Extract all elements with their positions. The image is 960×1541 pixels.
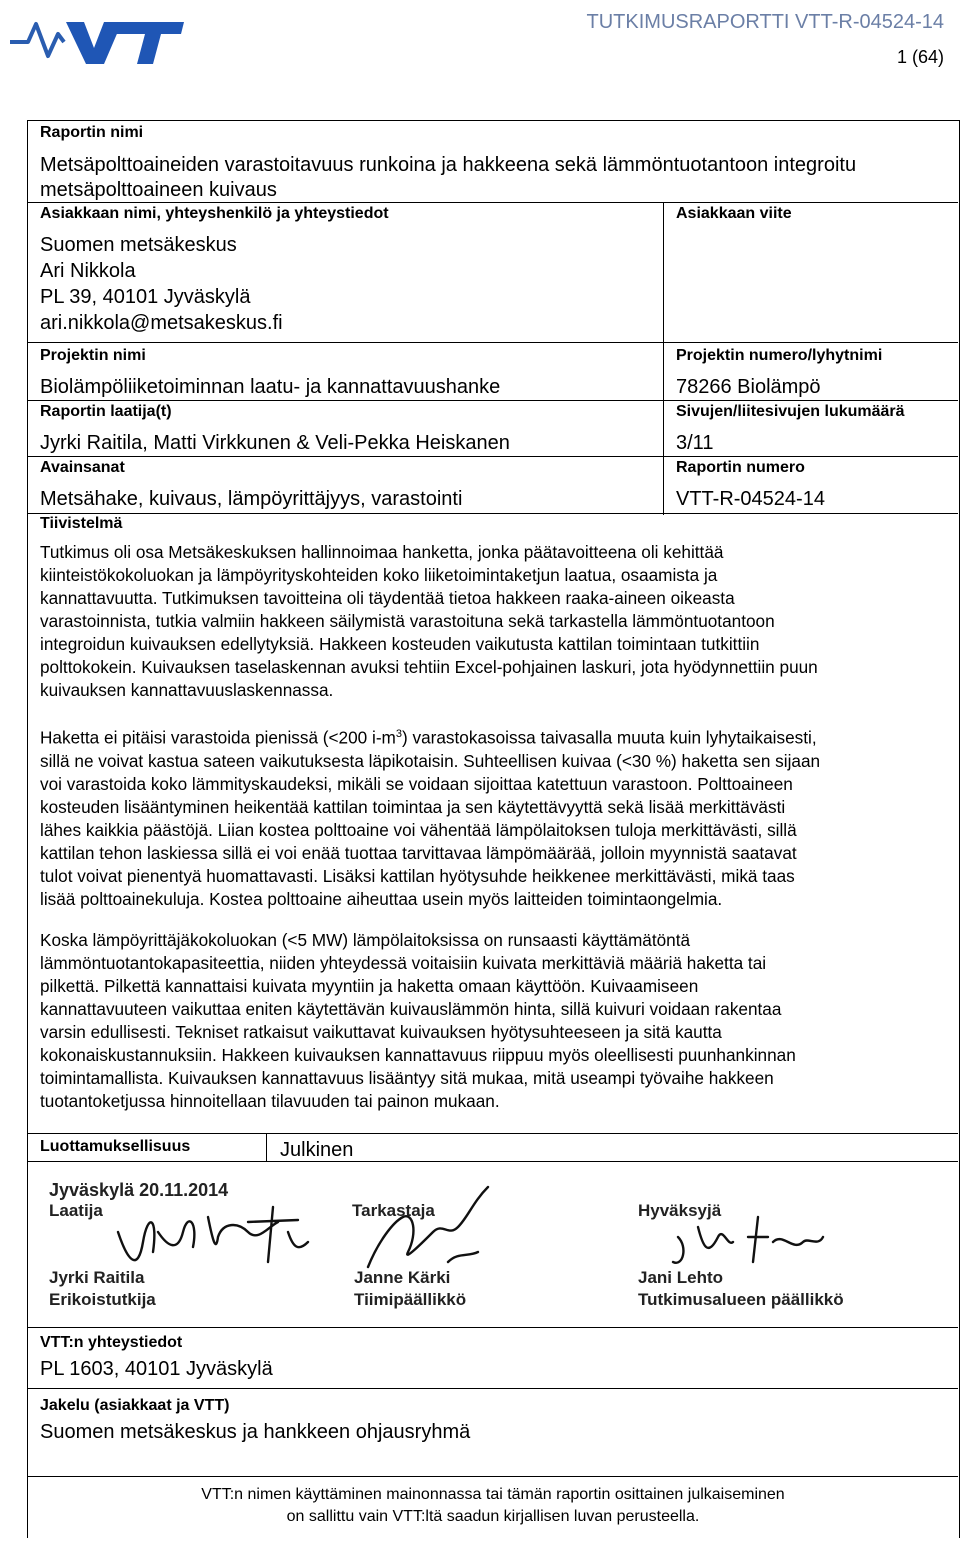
vtt-logo bbox=[6, 4, 186, 68]
abstract-paragraph-3 bbox=[40, 929, 950, 1113]
approver-role: Hyväksyjä bbox=[638, 1201, 722, 1220]
footer-notice bbox=[28, 1484, 958, 1528]
divider bbox=[28, 1476, 958, 1477]
divider bbox=[28, 202, 958, 203]
project-number-label: Projektin numero/lyhytnimi bbox=[676, 347, 883, 364]
divider bbox=[28, 513, 958, 514]
divider bbox=[28, 1388, 958, 1389]
divider bbox=[28, 456, 958, 457]
report-name-label: Raportin nimi bbox=[40, 124, 144, 141]
project-name-label: Projektin nimi bbox=[40, 347, 146, 364]
report-name-line1: Metsäpolttoaineiden varastoitavuus runkoina ja hakkeena sekä lämmöntuotantoon integroitu bbox=[40, 154, 857, 176]
client-line: ari.nikkola@metsakeskus.fi bbox=[40, 312, 283, 334]
project-name: Biolämpöliiketoiminnan laatu- ja kannattavuushanke bbox=[40, 376, 501, 398]
text-line: kiinteistökokoluokan ja lämpöyrityskohteiden koko liiketoimintaketjun laatua, osaamista ja bbox=[40, 565, 718, 585]
text-line: voi varastoida koko lämmityskaudeksi, mikäli se voidaan sijoittaa katettuun varastoon. Polttoaineen bbox=[40, 773, 793, 794]
client-line: Suomen metsäkeskus bbox=[40, 234, 237, 256]
client-ref-label: Asiakkaan viite bbox=[676, 205, 792, 222]
column-divider bbox=[663, 202, 664, 515]
footer-line: on sallittu vain VTT:ltä saadun kirjallisen luvan perusteella. bbox=[286, 1508, 700, 1525]
approver-title: Tutkimusalueen päällikkö bbox=[638, 1290, 844, 1309]
project-number: 78266 Biolämpö bbox=[676, 376, 821, 398]
authors: Jyrki Raitila, Matti Virkkunen & Veli-Pekka Heiskanen bbox=[40, 432, 510, 454]
superscript: 3 bbox=[395, 728, 402, 740]
author-title: Erikoistutkija bbox=[49, 1290, 156, 1309]
report-id: TUTKIMUSRAPORTTI VTT-R-04524-14 bbox=[586, 11, 944, 33]
divider bbox=[28, 1327, 958, 1328]
abstract-label: Tiivistelmä bbox=[40, 515, 123, 532]
author-name: Jyrki Raitila bbox=[49, 1268, 145, 1287]
text-line: kokonaiskustannuksiin. Hakkeen kuivauksen kannattavuus riippuu myös oleellisesti puunhankinnan bbox=[40, 1045, 796, 1065]
checker-name: Janne Kärki bbox=[354, 1268, 451, 1287]
text-line: varastoinnista, tutkia valmiin hakkeen säilymistä varastoituna sekä tarkastella lämmöntuotantoon bbox=[40, 611, 775, 631]
abstract-paragraph-2 bbox=[40, 723, 950, 911]
text-line: kannattavuuteen vaikuttaa eniten käytettävän kuivauslämmön hinta, sillä kuivuri voidaan rakentaa bbox=[40, 999, 782, 1019]
report-name-line2: metsäpolttoaineen kuivaus bbox=[40, 179, 277, 201]
text-line: lämmöntuotantokapasiteettia, niiden yhteydessä voitaisiin kuivata merkittäviä määriä haketta tai bbox=[40, 953, 767, 973]
client-line: Ari Nikkola bbox=[40, 260, 136, 282]
pages-count: 3/11 bbox=[676, 432, 714, 454]
contact-label: VTT:n yhteystiedot bbox=[40, 1334, 183, 1351]
report-number: VTT-R-04524-14 bbox=[676, 488, 825, 510]
text-line: toimintamallista. Kuivauksen kannattavuus lisääntyy sitä mukaa, mitä useampi työvaihe hakkeen bbox=[40, 1068, 774, 1088]
text-line: kuivauksen kannattavuuslaskennassa. bbox=[40, 680, 334, 700]
authors-label: Raportin laatija(t) bbox=[40, 403, 172, 420]
text-line: lisää polttoainekuluja. Kostea polttoaine aiheuttaa usein myös laitteiden toimintaongelmia. bbox=[40, 888, 723, 909]
author-role: Laatija bbox=[49, 1201, 103, 1220]
text-line: varsin edullisesti. Tekniset ratkaisut vaikuttavat kuivauksen hyötysuhteeseen ja sitä kautta bbox=[40, 1022, 722, 1042]
text-span: ) varastokasoissa taivasalla muuta kuin lyhytaikaisesti, bbox=[402, 727, 817, 748]
text-line bbox=[40, 723, 950, 750]
contact-value: PL 1603, 40101 Jyväskylä bbox=[40, 1358, 273, 1380]
text-line: lähes kaikkia päästöjä. Liian kostea polttoaine voi vähentää lämpölaitoksen tuloja merkittävästi, sillä bbox=[40, 819, 797, 840]
place-date: Jyväskylä 20.11.2014 bbox=[49, 1180, 229, 1200]
text-line: sillä ne voivat kastua sateen vaikutuksesta läpikotaisin. Suhteellisen kuivaa (<30 %) haketta sen sijaan bbox=[40, 750, 821, 771]
keywords: Metsähake, kuivaus, lämpöyrittäjyys, varastointi bbox=[40, 488, 463, 510]
pages-label: Sivujen/liitesivujen lukumäärä bbox=[676, 403, 905, 420]
client-label: Asiakkaan nimi, yhteyshenkilö ja yhteystiedot bbox=[40, 205, 389, 222]
footer-line: VTT:n nimen käyttäminen mainonnassa tai tämän raportin osittainen julkaiseminen bbox=[201, 1486, 785, 1503]
text-line: Tutkimus oli osa Metsäkeskuksen hallinnoimaa hanketta, jonka päätavoitteena oli kehittää bbox=[40, 542, 724, 562]
text-line: integroidun kuivauksen edellytyksiä. Hakkeen kosteuden vaikutusta kattilan toimintaan tutkittiin bbox=[40, 634, 760, 654]
page-number: 1 (64) bbox=[896, 47, 944, 67]
approver-name: Jani Lehto bbox=[638, 1268, 724, 1287]
text-line: tulot voivat pienentyä huomattavasti. Lisäksi kattilan hyötysuhde heikkenee merkittävästi, mikä taas bbox=[40, 865, 795, 886]
text-line: kannattavuutta. Tutkimuksen tavoitteina oli täydentää tietoa hakkeen raaka-aineen oikeasta bbox=[40, 588, 735, 608]
checker-title: Tiimipäällikkö bbox=[354, 1290, 467, 1309]
confidentiality-label: Luottamuksellisuus bbox=[40, 1138, 191, 1155]
text-line: pilkettä. Pilkettä kannattaisi kuivata myyntiin ja haketta omaan käyttöön. Kuivaamiseen bbox=[40, 976, 699, 996]
distribution-value: Suomen metsäkeskus ja hankkeen ohjausryhmä bbox=[40, 1421, 471, 1443]
signature-block bbox=[28, 1162, 958, 1326]
confidentiality-value: Julkinen bbox=[280, 1139, 354, 1161]
distribution-label: Jakelu (asiakkaat ja VTT) bbox=[40, 1397, 230, 1414]
text-line: polttokokein. Kuivauksen taselaskennan avuksi tehtiin Excel-pohjainen laskuri, jota hyödynnettiin puun bbox=[40, 657, 818, 677]
client-line: PL 39, 40101 Jyväskylä bbox=[40, 286, 251, 308]
divider bbox=[28, 400, 958, 401]
column-divider bbox=[266, 1133, 267, 1161]
keywords-label: Avainsanat bbox=[40, 459, 125, 476]
text-line: tuotantoketjussa hinnoitellaan tilavuuden tai painon mukaan. bbox=[40, 1091, 500, 1111]
text-line: kosteuden lisääntyminen heikentää kattilan toimintaa ja sen käytettävyyttä sekä lisää merkittävästi bbox=[40, 796, 786, 817]
vtt-logo-mark bbox=[6, 4, 186, 68]
divider bbox=[28, 342, 958, 343]
divider bbox=[28, 1133, 958, 1134]
text-line: Koska lämpöyrittäjäkokoluokan (<5 MW) lämpölaitoksissa on runsaasti käyttämätöntä bbox=[40, 930, 691, 950]
text-line: kattilan tehon laskiessa sillä ei voi enää tuottaa tarvittavaa lämpömäärää, jolloin myynnistä saatavat bbox=[40, 842, 797, 863]
text-span: Haketta ei pitäisi varastoida pienissä (<200 i-m bbox=[40, 727, 396, 748]
checker-role: Tarkastaja bbox=[352, 1201, 435, 1220]
report-number-label: Raportin numero bbox=[676, 459, 805, 476]
abstract-paragraph-1 bbox=[40, 541, 950, 702]
